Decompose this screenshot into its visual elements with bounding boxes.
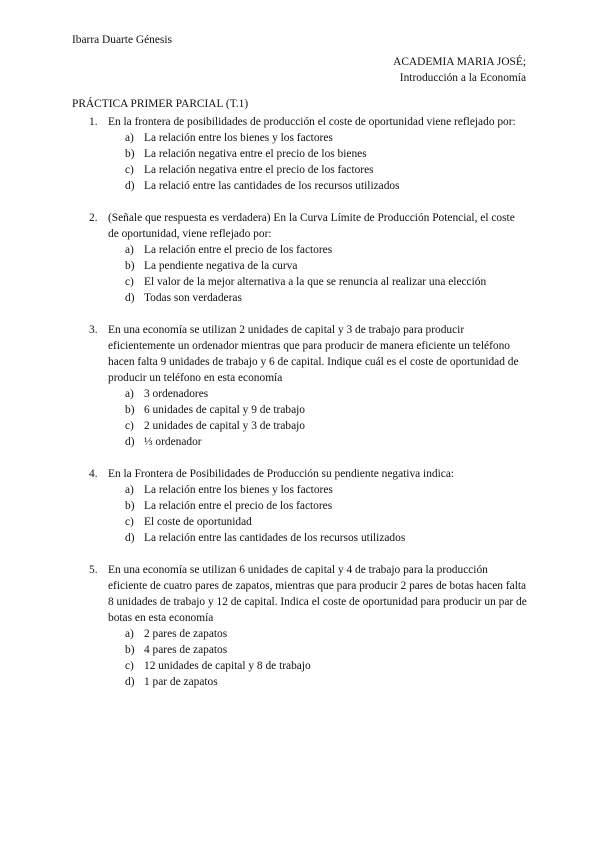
- option-letter: a): [125, 628, 134, 640]
- option-letter: c): [125, 164, 134, 176]
- option-text: La relación negativa entre el precio de los bienes: [144, 148, 367, 160]
- option-letter: c): [125, 276, 134, 288]
- question-text: En una economía se utilizan 6 unidades de capital y 4 de trabajo para la producción eficiente de cuatro pares de zapatos, mientras que para producir 2 pares de botas hacen falta 8 unidades de trabajo y 12 de capital. Indica el coste de oportunidad para producir un par de botas en esta economía: [108, 564, 527, 624]
- answer-options: [108, 626, 527, 690]
- option-letter: d): [125, 676, 135, 688]
- answer-option: [108, 290, 527, 306]
- option-text: La pendiente negativa de la curva: [144, 260, 298, 272]
- answer-option: [108, 418, 527, 434]
- option-text: La relación entre el precio de los factores: [144, 244, 333, 256]
- question-text: En una economía se utilizan 2 unidades de capital y 3 de trabajo para producir eficientemente un ordenador mientras que para producir de manera eficiente un teléfono hacen falta 9 unidades de trabajo y 6 de capital. Indique cuál es el coste de oportunidad de producir un teléfono en esta economía: [108, 324, 519, 384]
- question-text: (Señale que respuesta es verdadera) En la Curva Límite de Producción Potencial, el coste de oportunidad, viene reflejado por:: [108, 212, 515, 240]
- answer-options: [108, 130, 527, 194]
- answer-option: [108, 242, 527, 258]
- answer-options: [108, 242, 527, 306]
- option-letter: a): [125, 388, 134, 400]
- answer-option: [108, 162, 527, 178]
- author-name: Ibarra Duarte Génesis: [72, 34, 172, 46]
- option-text: 3 ordenadores: [144, 388, 209, 400]
- question-number: 1.: [89, 116, 98, 128]
- option-text: ⅓ ordenador: [144, 436, 202, 448]
- academy-name: ACADEMIA MARIA JOSÉ;: [393, 56, 526, 68]
- page-title: PRÁCTICA PRIMER PARCIAL (T.1): [72, 98, 249, 110]
- answer-option: [108, 258, 527, 274]
- option-letter: b): [125, 500, 135, 512]
- option-letter: a): [125, 484, 134, 496]
- option-text: 1 par de zapatos: [144, 676, 218, 688]
- answer-option: [108, 674, 527, 690]
- option-text: El valor de la mejor alternativa a la que se renuncia al realizar una elección: [144, 276, 487, 288]
- option-letter: d): [125, 292, 135, 304]
- question-text: En la frontera de posibilidades de producción el coste de oportunidad viene reflejado por:: [108, 116, 516, 128]
- option-letter: d): [125, 436, 135, 448]
- option-text: La relación negativa entre el precio de los factores: [144, 164, 374, 176]
- option-text: 2 unidades de capital y 3 de trabajo: [144, 420, 305, 432]
- answer-options: [108, 386, 527, 450]
- question-item: [72, 322, 527, 450]
- question-item: [72, 210, 527, 306]
- option-letter: c): [125, 660, 134, 672]
- option-letter: d): [125, 532, 135, 544]
- option-text: 6 unidades de capital y 9 de trabajo: [144, 404, 305, 416]
- answer-option: [108, 130, 527, 146]
- answer-option: [108, 658, 527, 674]
- question-number: 2.: [89, 212, 98, 224]
- course-name: Introducción a la Economía: [399, 72, 526, 84]
- option-text: 4 pares de zapatos: [144, 644, 228, 656]
- academy-block: [393, 54, 526, 86]
- question-item: [72, 466, 527, 546]
- answer-option: [108, 498, 527, 514]
- option-text: La relació entre las cantidades de los recursos utilizados: [144, 180, 400, 192]
- answer-option: [108, 626, 527, 642]
- question-item: [72, 562, 527, 690]
- option-letter: c): [125, 420, 134, 432]
- option-text: La relación entre las cantidades de los recursos utilizados: [144, 532, 406, 544]
- option-text: 2 pares de zapatos: [144, 628, 228, 640]
- question-number: 4.: [89, 468, 98, 480]
- answer-option: [108, 274, 527, 290]
- answer-option: [108, 146, 527, 162]
- option-letter: a): [125, 244, 134, 256]
- option-text: La relación entre el precio de los factores: [144, 500, 333, 512]
- option-letter: b): [125, 404, 135, 416]
- option-letter: d): [125, 180, 135, 192]
- question-list: [72, 114, 527, 706]
- answer-option: [108, 642, 527, 658]
- option-text: 12 unidades de capital y 8 de trabajo: [144, 660, 311, 672]
- answer-option: [108, 434, 527, 450]
- question-number: 3.: [89, 324, 98, 336]
- option-letter: b): [125, 148, 135, 160]
- option-letter: b): [125, 644, 135, 656]
- answer-option: [108, 402, 527, 418]
- option-text: La relación entre los bienes y los factores: [144, 484, 333, 496]
- answer-option: [108, 482, 527, 498]
- answer-option: [108, 530, 527, 546]
- question-text: En la Frontera de Posibilidades de Producción su pendiente negativa indica:: [108, 468, 455, 480]
- answer-option: [108, 386, 527, 402]
- option-letter: b): [125, 260, 135, 272]
- answer-option: [108, 514, 527, 530]
- option-text: Todas son verdaderas: [144, 292, 242, 304]
- answer-option: [108, 178, 527, 194]
- option-text: El coste de oportunidad: [144, 516, 252, 528]
- option-letter: a): [125, 132, 134, 144]
- option-letter: c): [125, 516, 134, 528]
- option-text: La relación entre los bienes y los factores: [144, 132, 333, 144]
- answer-options: [108, 482, 527, 546]
- question-item: [72, 114, 527, 194]
- question-number: 5.: [89, 564, 98, 576]
